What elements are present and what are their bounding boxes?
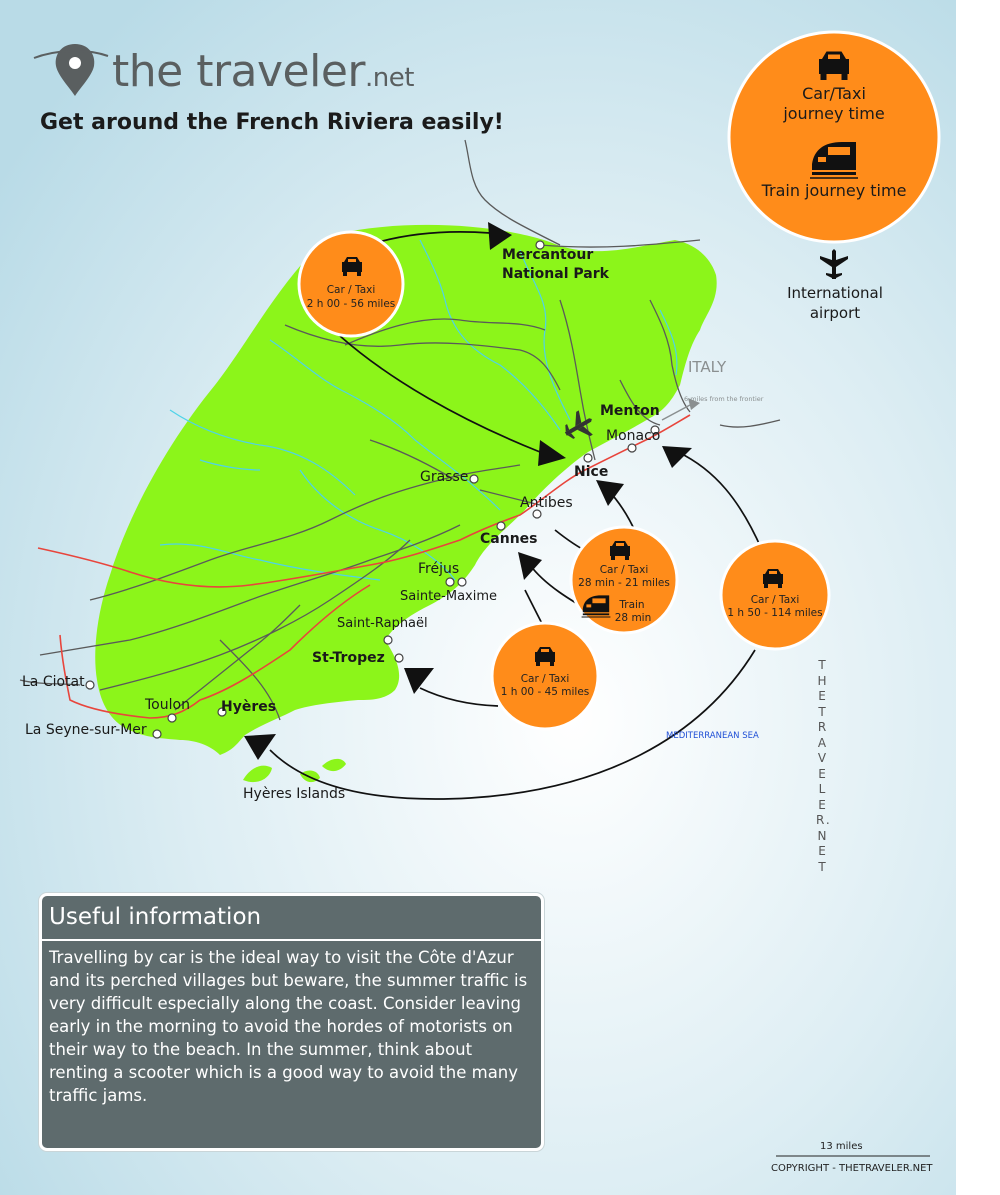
route-cannes-nice-mode: Car / Taxi bbox=[599, 564, 649, 576]
route-cannes-nice-train-time: 28 min bbox=[614, 612, 652, 624]
route-cannes-nice-time: 28 min - 21 miles bbox=[578, 577, 670, 589]
route-st-tropez-time: 1 h 00 - 45 miles bbox=[500, 686, 590, 698]
info-divider bbox=[42, 939, 541, 941]
marker-nice bbox=[584, 454, 592, 462]
logo-wordmark bbox=[112, 46, 414, 97]
marker-frejus-1 bbox=[446, 578, 454, 586]
place-frejus: Fréjus bbox=[418, 561, 460, 577]
legend-airport-line1: International bbox=[787, 284, 883, 302]
place-mercantour-2: National Park bbox=[502, 266, 609, 282]
legend-airport-label bbox=[770, 283, 900, 323]
place-menton: Menton bbox=[600, 403, 660, 419]
marker-frejus-2 bbox=[458, 578, 466, 586]
right-margin bbox=[956, 0, 1000, 1195]
useful-info-panel bbox=[39, 893, 544, 1151]
legend-car-label-1: Car/Taxi bbox=[802, 84, 866, 103]
route-mercantour-mode: Car / Taxi bbox=[326, 284, 376, 296]
place-hyeres-islands: Hyères Islands bbox=[243, 786, 346, 802]
place-grasse: Grasse bbox=[420, 469, 469, 485]
marker-antibes bbox=[533, 510, 541, 518]
place-monaco: Monaco bbox=[606, 428, 661, 444]
legend-car-label-2: journey time bbox=[783, 104, 885, 123]
logo-main: the traveler bbox=[112, 46, 365, 97]
legend-airport-line2: airport bbox=[809, 304, 861, 322]
marker-saint-raphael bbox=[384, 636, 392, 644]
place-la-seyne: La Seyne-sur-Mer bbox=[25, 722, 147, 738]
place-la-ciotat: La Ciotat bbox=[22, 674, 85, 690]
place-nice: Nice bbox=[574, 464, 609, 480]
marker-monaco bbox=[628, 444, 636, 452]
logo-tld: .net bbox=[365, 63, 414, 93]
place-saint-raphael: Saint-Raphaël bbox=[337, 616, 428, 631]
marker-la-ciotat bbox=[86, 681, 94, 689]
place-sainte-maxime: Sainte-Maxime bbox=[400, 589, 498, 604]
route-hyeres-menton-time: 1 h 50 - 114 miles bbox=[727, 607, 823, 619]
marker-toulon bbox=[168, 714, 176, 722]
place-toulon: Toulon bbox=[145, 697, 190, 713]
route-hyeres-menton-mode: Car / Taxi bbox=[750, 594, 800, 606]
info-body: Travelling by car is the ideal way to visit the Côte d'Azur and its perched villages but beware, the summer traffic is very difficult especially along the coast. Consider leaving early in the morning to avoid the hordes of motorists on their way to the beach. In the summer, think about renting a scooter which is a good way to avoid the many traffic jams. bbox=[49, 948, 528, 1105]
route-cannes-nice-train-mode: Train bbox=[619, 599, 645, 611]
side-watermark: THETRAVELER.NET bbox=[816, 658, 832, 874]
frontier-note: 6 miles from the frontier bbox=[684, 395, 764, 403]
legend-train-label: Train journey time bbox=[761, 181, 907, 200]
marker-la-seyne bbox=[153, 730, 161, 738]
place-st-tropez: St-Tropez bbox=[312, 650, 385, 666]
scale-label: 13 miles bbox=[820, 1141, 863, 1152]
info-title: Useful information bbox=[49, 904, 262, 930]
place-mercantour-1: Mercantour bbox=[502, 247, 594, 263]
route-st-tropez-mode: Car / Taxi bbox=[520, 673, 570, 685]
place-antibes: Antibes bbox=[520, 495, 573, 511]
page-title: Get around the French Riviera easily! bbox=[40, 110, 504, 135]
copyright: COPYRIGHT - THETRAVELER.NET bbox=[771, 1163, 933, 1174]
sea-label: MEDITERRANEAN SEA bbox=[666, 731, 759, 741]
country-label-italy: ITALY bbox=[688, 358, 727, 376]
marker-cannes bbox=[497, 522, 505, 530]
marker-grasse bbox=[470, 475, 478, 483]
marker-st-tropez bbox=[395, 654, 403, 662]
place-cannes: Cannes bbox=[480, 531, 538, 547]
route-mercantour-time: 2 h 00 - 56 miles bbox=[306, 298, 396, 310]
place-hyeres: Hyères bbox=[221, 699, 277, 715]
